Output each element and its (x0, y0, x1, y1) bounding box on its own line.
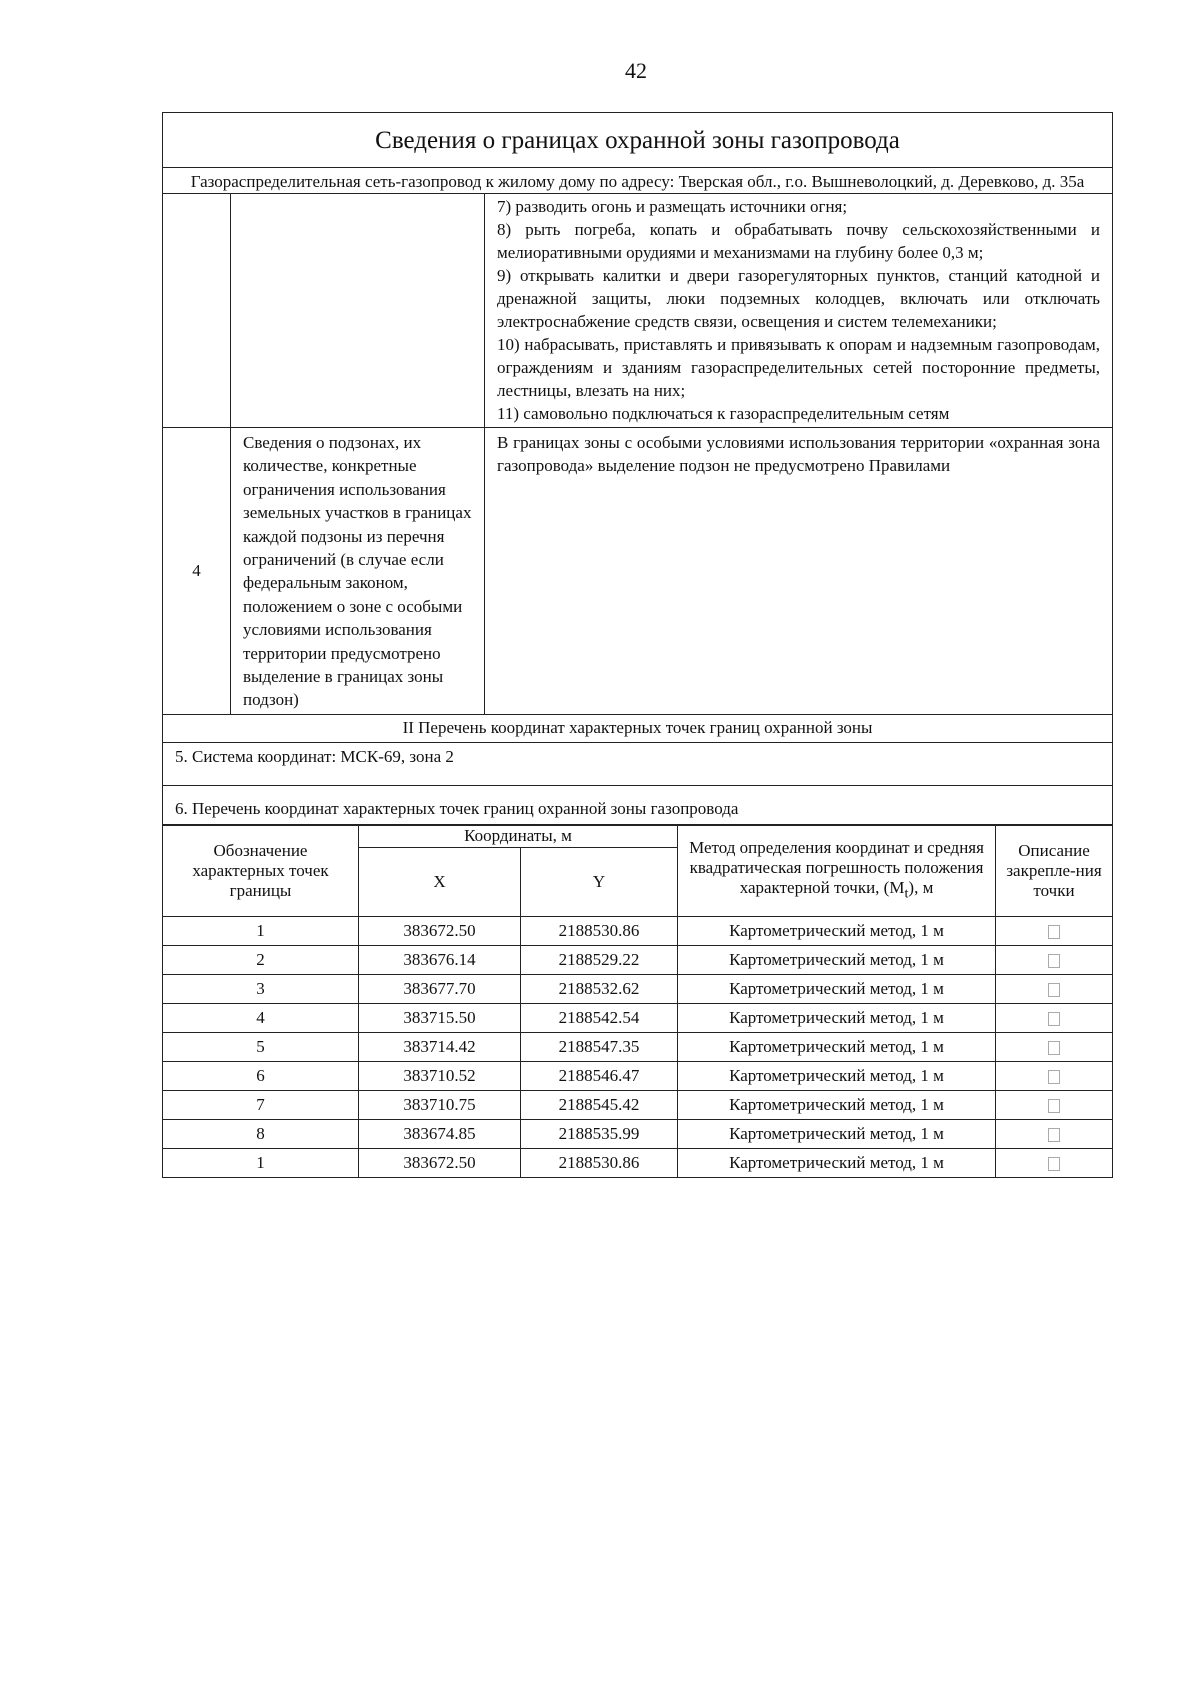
description-cell (996, 917, 1113, 946)
restrictions-list (485, 194, 1113, 428)
x-cell: 383714.42 (359, 1033, 521, 1062)
method-cell: Картометрический метод, 1 м (678, 1004, 996, 1033)
x-cell: 383676.14 (359, 946, 521, 975)
method-cell: Картометрический метод, 1 м (678, 1033, 996, 1062)
row-4-number: 4 (163, 428, 231, 715)
x-cell: 383710.75 (359, 1091, 521, 1120)
y-cell: 2188532.62 (521, 975, 678, 1004)
header-description: Описание закрепле-ния точки (996, 825, 1113, 917)
table-row (163, 1149, 1113, 1178)
point-cell: 3 (163, 975, 359, 1004)
checkbox-glyph-icon (1048, 954, 1060, 968)
x-cell: 383715.50 (359, 1004, 521, 1033)
description-cell (996, 1062, 1113, 1091)
table-row (163, 1033, 1113, 1062)
coordinate-list-title: 6. Перечень координат характерных точек границ охранной зоны газопровода (163, 785, 1113, 825)
header-x: X (359, 848, 521, 917)
y-cell: 2188529.22 (521, 946, 678, 975)
description-cell (996, 946, 1113, 975)
zone-info-table (162, 112, 1113, 826)
document-body (162, 112, 1112, 1178)
checkbox-glyph-icon (1048, 925, 1060, 939)
row-description-empty (231, 194, 485, 428)
table-row (163, 1120, 1113, 1149)
point-cell: 6 (163, 1062, 359, 1091)
description-cell (996, 1120, 1113, 1149)
restriction-item: 7) разводить огонь и размещать источники огня; (497, 197, 848, 216)
y-cell: 2188530.86 (521, 1149, 678, 1178)
table-row (163, 975, 1113, 1004)
row-4-description: Сведения о подзонах, их количестве, конкретные ограничения использования земельных участков в границах каждой подзоны из перечня ограничений (в случае если федеральным законом, положением о зоне с особыми условиями использования территории предусмотрено выделение в границах зоны подзон) (231, 428, 485, 715)
page-number: 42 (625, 58, 647, 83)
method-cell: Картометрический метод, 1 м (678, 1091, 996, 1120)
point-cell: 5 (163, 1033, 359, 1062)
checkbox-glyph-icon (1048, 1041, 1060, 1055)
description-cell (996, 975, 1113, 1004)
header-method: Метод определения координат и средняя квадратическая погрешность положения характерной точки, $(M_t)$, м (678, 825, 996, 917)
header-point: Обозначение характерных точек границы (163, 825, 359, 917)
point-cell: 1 (163, 1149, 359, 1178)
checkbox-glyph-icon (1048, 1070, 1060, 1084)
document-title: Сведения о границах охранной зоны газопровода (163, 113, 1113, 168)
checkbox-glyph-icon (1048, 983, 1060, 997)
y-cell: 2188547.35 (521, 1033, 678, 1062)
table-row (163, 946, 1113, 975)
restriction-item: 9) открывать калитки и двери газорегуляторных пунктов, станций катодной и дренажной защиты, люки подземных колодцев, включать или отключать электроснабжение средств связи, освещения и систем телемеханики; (497, 266, 1101, 331)
section-2-title: II Перечень координат характерных точек границ охранной зоны (163, 714, 1113, 742)
row-number-empty (163, 194, 231, 428)
table-row (163, 1062, 1113, 1091)
checkbox-glyph-icon (1048, 1128, 1060, 1142)
checkbox-glyph-icon (1048, 1099, 1060, 1113)
point-cell: 7 (163, 1091, 359, 1120)
method-cell: Картометрический метод, 1 м (678, 1149, 996, 1178)
coordinate-system: 5. Система координат: МСК-69, зона 2 (163, 742, 1113, 785)
method-cell: Картометрический метод, 1 м (678, 1062, 996, 1091)
x-cell: 383672.50 (359, 1149, 521, 1178)
x-cell: 383674.85 (359, 1120, 521, 1149)
row-4-value: В границах зоны с особыми условиями использования территории «охранная зона газопровода» выделение подзон не предусмотрено Правилами (485, 428, 1113, 715)
document-subtitle: Газораспределительная сеть-газопровод к жилому дому по адресу: Тверская обл., г.о. Вышневолоцкий, д. Деревково, д. 35а (163, 168, 1113, 194)
point-cell: 8 (163, 1120, 359, 1149)
y-cell: 2188546.47 (521, 1062, 678, 1091)
description-cell (996, 1091, 1113, 1120)
point-cell: 1 (163, 917, 359, 946)
table-row (163, 1004, 1113, 1033)
table-row (163, 1091, 1113, 1120)
method-cell: Картометрический метод, 1 м (678, 1120, 996, 1149)
checkbox-glyph-icon (1048, 1157, 1060, 1171)
header-y: Y (521, 848, 678, 917)
method-cell: Картометрический метод, 1 м (678, 946, 996, 975)
restriction-item: 11) самовольно подключаться к газораспределительным сетям (497, 404, 950, 423)
coordinates-table (162, 824, 1113, 1178)
point-cell: 4 (163, 1004, 359, 1033)
header-coordinates: Координаты, м (359, 825, 678, 848)
x-cell: 383677.70 (359, 975, 521, 1004)
method-cell: Картометрический метод, 1 м (678, 975, 996, 1004)
y-cell: 2188542.54 (521, 1004, 678, 1033)
description-cell (996, 1149, 1113, 1178)
checkbox-glyph-icon (1048, 1012, 1060, 1026)
y-cell: 2188545.42 (521, 1091, 678, 1120)
table-row (163, 917, 1113, 946)
description-cell (996, 1004, 1113, 1033)
y-cell: 2188530.86 (521, 917, 678, 946)
method-cell: Картометрический метод, 1 м (678, 917, 996, 946)
restriction-item: 10) набрасывать, приставлять и привязывать к опорам и надземным газопроводам, ограждениям и зданиям газораспределительных сетей посторонние предметы, лестницы, влезать на них; (497, 335, 1101, 400)
restriction-item: 8) рыть погреба, копать и обрабатывать почву сельскохозяйственными и мелиоративными орудиями и механизмами на глубину более 0,3 м; (497, 220, 1101, 262)
x-cell: 383672.50 (359, 917, 521, 946)
x-cell: 383710.52 (359, 1062, 521, 1091)
description-cell (996, 1033, 1113, 1062)
point-cell: 2 (163, 946, 359, 975)
y-cell: 2188535.99 (521, 1120, 678, 1149)
